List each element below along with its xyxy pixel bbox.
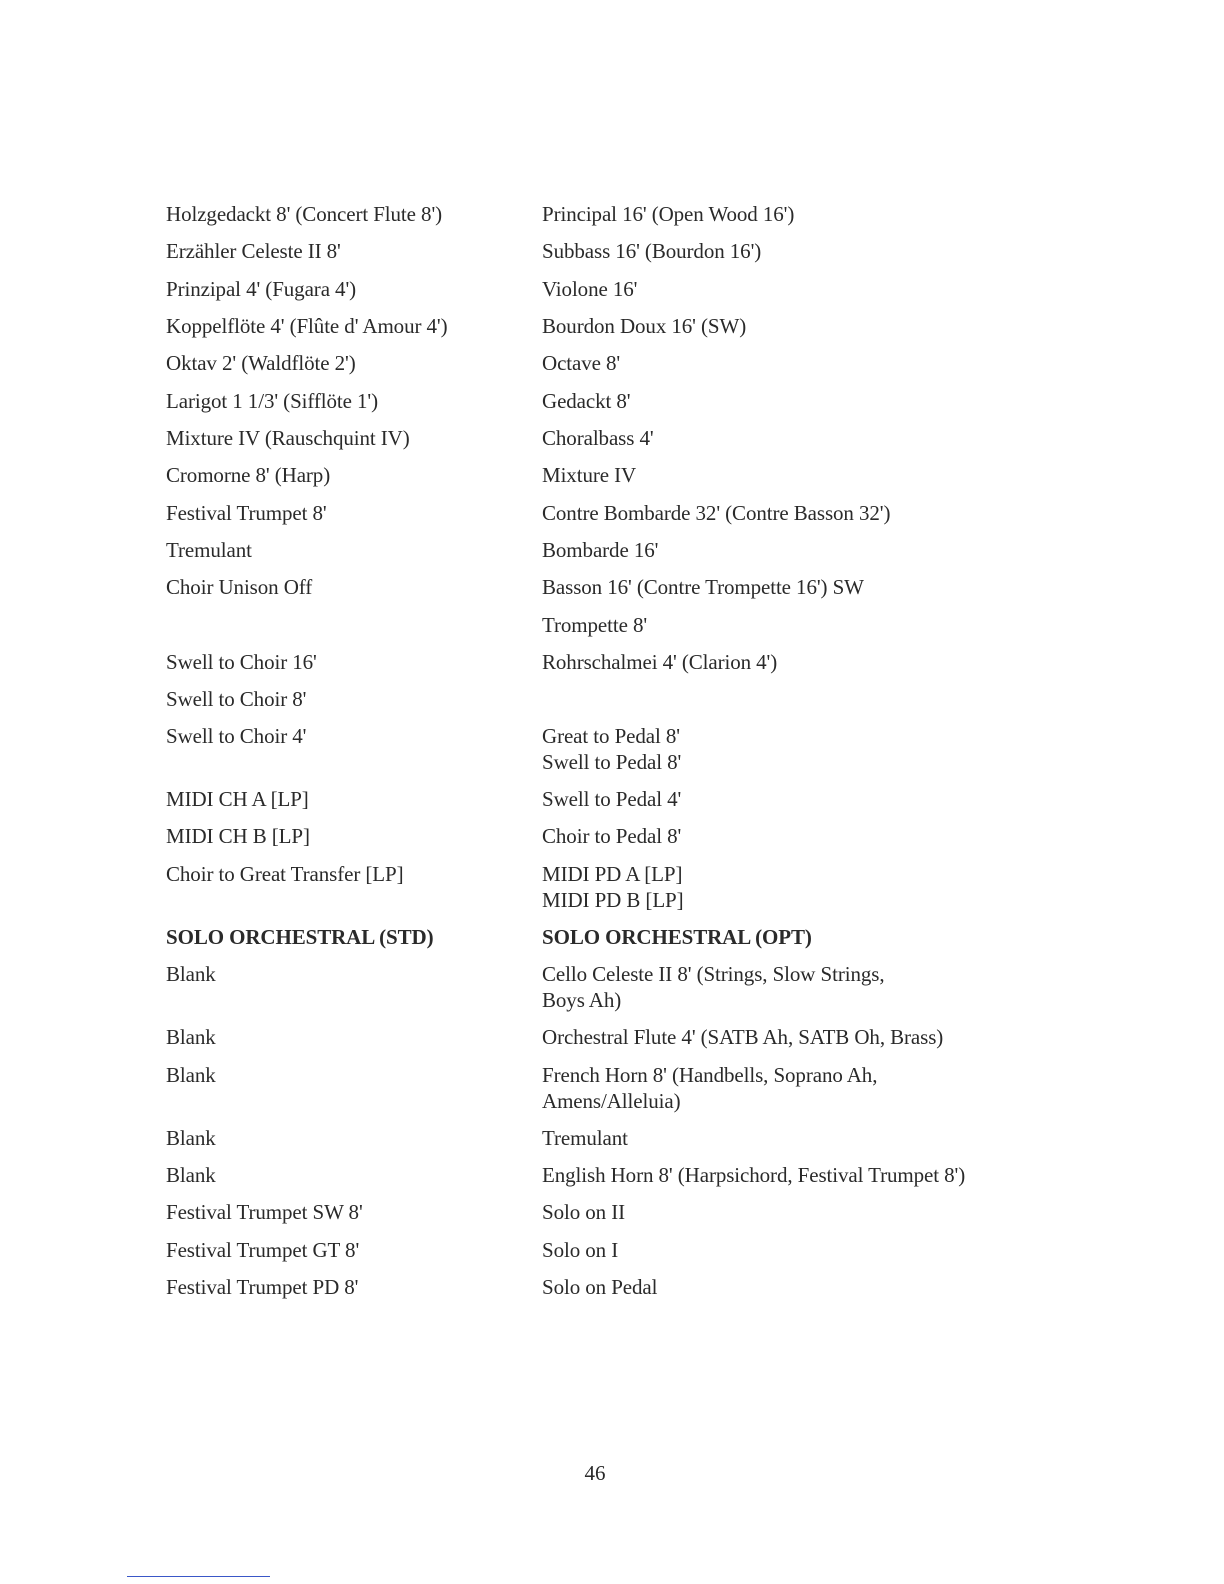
- stop-line: Principal 16' (Open Wood 16'): [542, 202, 795, 226]
- stop-line: Orchestral Flute 4' (SATB Ah, SATB Oh, Brass): [542, 1025, 944, 1049]
- footer-divider: [127, 1576, 270, 1577]
- stop-line: Contre Bombarde 32' (Contre Basson 32'): [542, 501, 891, 525]
- stop-line: Solo on Pedal: [542, 1275, 658, 1299]
- stop-line: Blank: [166, 1126, 216, 1150]
- midi-line: MIDI CH B [LP]: [166, 824, 310, 848]
- section-heading-solo-std: SOLO ORCHESTRAL (STD): [166, 925, 434, 949]
- page-number: 46: [584, 1461, 606, 1485]
- stop-line: Blank: [166, 962, 216, 986]
- stop-line: Blank: [166, 1163, 216, 1187]
- stop-line: Cello Celeste II 8' (Strings, Slow Strings,: [542, 962, 885, 986]
- coupler-line: Swell to Choir 8': [166, 687, 307, 711]
- stop-line: Solo on I: [542, 1238, 619, 1262]
- stop-line: Oktav 2' (Waldflöte 2'): [166, 351, 356, 375]
- stop-line: Choir Unison Off: [166, 575, 313, 599]
- stop-line: Rohrschalmei 4' (Clarion 4'): [542, 650, 778, 674]
- stop-line: Choralbass 4': [542, 426, 654, 450]
- stop-line: Tremulant: [166, 538, 252, 562]
- coupler-line: Choir to Pedal 8': [542, 824, 682, 848]
- stop-line: Trompette 8': [542, 613, 648, 637]
- stop-line: Festival Trumpet GT 8': [166, 1238, 360, 1262]
- midi-line: MIDI PD A [LP]: [542, 862, 683, 886]
- stop-line: Larigot 1 1/3' (Sifflöte 1'): [166, 389, 379, 413]
- stop-line: English Horn 8' (Harpsichord, Festival Trumpet 8'): [542, 1163, 966, 1187]
- stop-line: Festival Trumpet SW 8': [166, 1200, 363, 1224]
- coupler-line: Great to Pedal 8': [542, 724, 680, 748]
- coupler-line: Swell to Choir 16': [166, 650, 317, 674]
- coupler-line: Swell to Choir 4': [166, 724, 307, 748]
- stop-line: Tremulant: [542, 1126, 628, 1150]
- stop-line: Bombarde 16': [542, 538, 659, 562]
- stop-line: Holzgedackt 8' (Concert Flute 8'): [166, 202, 443, 226]
- stop-line: Festival Trumpet 8': [166, 501, 327, 525]
- stop-line: Solo on II: [542, 1200, 626, 1224]
- stop-line: Blank: [166, 1063, 216, 1087]
- stop-line: Violone 16': [542, 277, 638, 301]
- stop-line: Blank: [166, 1025, 216, 1049]
- section-heading-solo-opt: SOLO ORCHESTRAL (OPT): [542, 925, 812, 949]
- stop-line: Mixture IV: [542, 463, 637, 487]
- stop-line: Cromorne 8' (Harp): [166, 463, 331, 487]
- stop-line: Prinzipal 4' (Fugara 4'): [166, 277, 357, 301]
- midi-line: MIDI PD B [LP]: [542, 888, 684, 912]
- coupler-line: Swell to Pedal 4': [542, 787, 682, 811]
- stop-line-continuation: Boys Ah): [542, 988, 622, 1012]
- stop-line: Gedackt 8': [542, 389, 631, 413]
- stop-line: Koppelflöte 4' (Flûte d' Amour 4'): [166, 314, 448, 338]
- stop-line: Basson 16' (Contre Trompette 16') SW: [542, 575, 864, 599]
- stop-line: Erzähler Celeste II 8': [166, 239, 341, 263]
- stop-line-continuation: Amens/Alleluia): [542, 1089, 681, 1113]
- stop-line: Octave 8': [542, 351, 621, 375]
- transfer-line: Choir to Great Transfer [LP]: [166, 862, 404, 886]
- stop-line: French Horn 8' (Handbells, Soprano Ah,: [542, 1063, 878, 1087]
- stop-line: Mixture IV (Rauschquint IV): [166, 426, 410, 450]
- coupler-line: Swell to Pedal 8': [542, 750, 682, 774]
- stop-line: Bourdon Doux 16' (SW): [542, 314, 747, 338]
- stop-line: Festival Trumpet PD 8': [166, 1275, 359, 1299]
- stop-line: Subbass 16' (Bourdon 16'): [542, 239, 762, 263]
- midi-line: MIDI CH A [LP]: [166, 787, 309, 811]
